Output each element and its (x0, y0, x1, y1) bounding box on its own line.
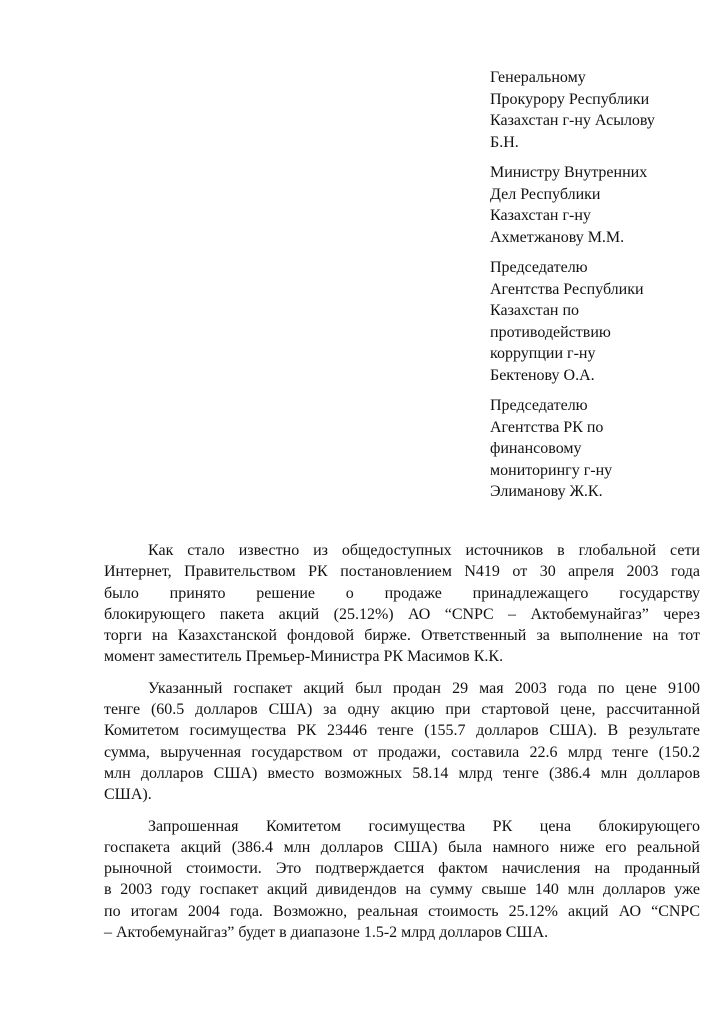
paragraph-line: блокирующего пакета акций (25.12%) АО “CNPC – Актобемунайгаз” через (104, 605, 700, 623)
letter-body (104, 540, 700, 953)
paragraph-line: сумма, вырученная государством от продажи, составила 22.6 млрд тенге (150.2 (104, 743, 700, 761)
paragraph-market-value (104, 816, 700, 944)
paragraph-line: рыночной стоимости. Это подтверждается фактом начисления на проданный (104, 860, 700, 878)
addressee-block (490, 67, 695, 512)
addressee-financial-monitoring-agency (490, 395, 695, 503)
paragraph-line: Запрошенная Комитетом госимущества РК цена блокирующего (148, 817, 700, 835)
paragraph-line: Комитетом госимущества РК 23446 тенге (155.7 долларов США). В результате (104, 722, 700, 740)
addressee-line: Агентства Республики (490, 280, 644, 298)
paragraph-line: тенге (60.5 долларов США) за одну акцию при стартовой цене, рассчитанной (104, 701, 700, 719)
paragraph-line: млн долларов США) вместо возможных 58.14 млрд тенге (386.4 млн долларов (104, 764, 700, 782)
addressee-line: Казахстан г-ну (490, 207, 591, 224)
addressee-line: Казахстан по (490, 302, 580, 319)
addressee-line: Министру Внутренних (490, 164, 648, 181)
paragraph-line: в 2003 году госпакет акций дивидендов на сумму свыше 140 млн долларов уже (104, 881, 700, 899)
paragraph-line: по итогам 2004 года. Возможно, реальная стоимость 25.12% акций АО “CNPC (104, 902, 700, 920)
addressee-prosecutor-general (490, 67, 695, 153)
paragraph-line: Как стало известно из общедоступных источников в глобальной сети (148, 542, 700, 559)
addressee-line: Председателю (490, 397, 588, 414)
addressee-interior-minister (490, 162, 695, 248)
paragraph-line: торги на Казахстанской фондовой бирже. Ответственный за выполнение на тот (104, 627, 700, 645)
paragraph-line: – Актобемунайгаз” будет в диапазоне 1.5-2 млрд долларов США. (104, 924, 549, 942)
addressee-line: финансовому (490, 440, 582, 457)
addressee-line: Прокурору Республики (490, 90, 650, 108)
addressee-line: Ахметжанову М.М. (490, 228, 625, 246)
addressee-line: противодействию (490, 323, 611, 341)
paragraph-sale-decision (104, 540, 700, 668)
paragraph-sale-price (104, 678, 700, 806)
paragraph-line: было принято решение о продаже принадлежащего государству (104, 584, 700, 602)
addressee-line: Председателю (490, 259, 588, 276)
addressee-line: Элиманову Ж.К. (490, 483, 603, 500)
paragraph-line: США). (104, 786, 152, 804)
paragraph-line: Интернет, Правительством РК постановлением N419 от 30 апреля 2003 года (104, 563, 700, 581)
paragraph-line: момент заместитель Премьер-Министра РК Масимов К.К. (104, 648, 504, 666)
addressee-line: мониторингу г-ну (490, 461, 613, 479)
addressee-anticorruption-agency (490, 257, 695, 386)
addressee-line: Казахстан г-ну Асылову (490, 112, 655, 129)
addressee-line: Агентства РК по (490, 418, 604, 436)
addressee-line: Бектенову О.А. (490, 366, 595, 384)
addressee-line: коррупции г-ну (490, 345, 596, 362)
addressee-line: Генеральному (490, 69, 586, 86)
addressee-line: Б.Н. (490, 133, 519, 151)
addressee-line: Дел Республики (490, 185, 601, 203)
paragraph-line: госпакета акций (386.4 млн долларов США) была намного ниже его реальной (104, 838, 700, 856)
paragraph-line: Указанный госпакет акций был продан 29 мая 2003 года по цене 9100 (148, 679, 700, 697)
